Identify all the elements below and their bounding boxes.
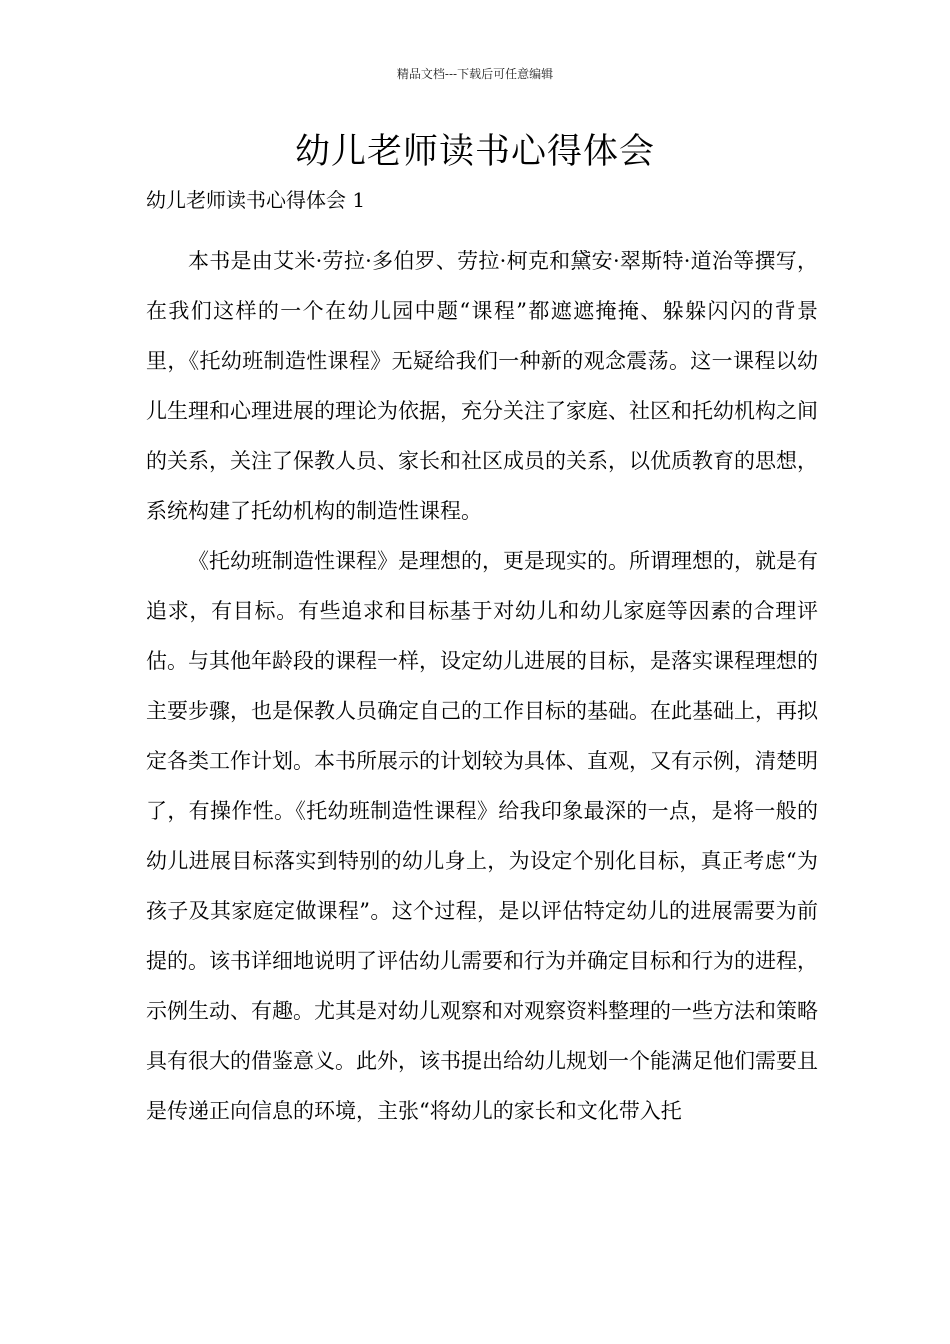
section-heading: 幼儿老师读书心得体会 1 <box>146 188 366 212</box>
document-body <box>146 236 818 1136</box>
header-note: 精品文档---下载后可任意编辑 <box>396 67 554 81</box>
paragraph: 本书是由艾米·劳拉·多伯罗、劳拉·柯克和黛安·翠斯特·道治等撰写，在我们这样的一个在幼儿园中题“课程”都遮遮掩掩、躲躲闪闪的背景里，《托幼班制造性课程》无疑给我们一种新的观念震荡。这一课程以幼儿生理和心理进展的理论为依据，充分关注了家庭、社区和托幼机构之间的关系，关注了保教人员、家长和社区成员的关系，以优质教育的思想，系统构建了托幼机构的制造性课程。 <box>146 249 818 523</box>
document-title: 幼儿老师读书心得体会 <box>294 132 655 172</box>
paragraph: 《托幼班制造性课程》是理想的，更是现实的。所谓理想的，就是有追求，有目标。有些追求和目标基于对幼儿和幼儿家庭等因素的合理评估。与其他年龄段的课程一样，设定幼儿进展的目标，是落实课程理想的主要步骤，也是保教人员确定自己的工作目标的基础。在此基础上，再拟定各类工作计划。本书所展示的计划较为具体、直观，又有示例，清楚明了，有操作性。《托幼班制造性课程》给我印象最深的一点，是将一般的幼儿进展目标落实到特别的幼儿身上，为设定个别化目标，真正考虑“为孩子及其家庭定做课程”。这个过程，是以评估特定幼儿的进展需要为前提的。该书详细地说明了评估幼儿需要和行为并确定目标和行为的进程，示例生动、有趣。尤其是对幼儿观察和对观察资料整理的一些方法和策略具有很大的借鉴意义。此外，该书提出给幼儿规划一个能满足他们需要且是传递正向信息的环境，主张“将幼儿的家长和文化带入托 <box>146 549 818 1123</box>
